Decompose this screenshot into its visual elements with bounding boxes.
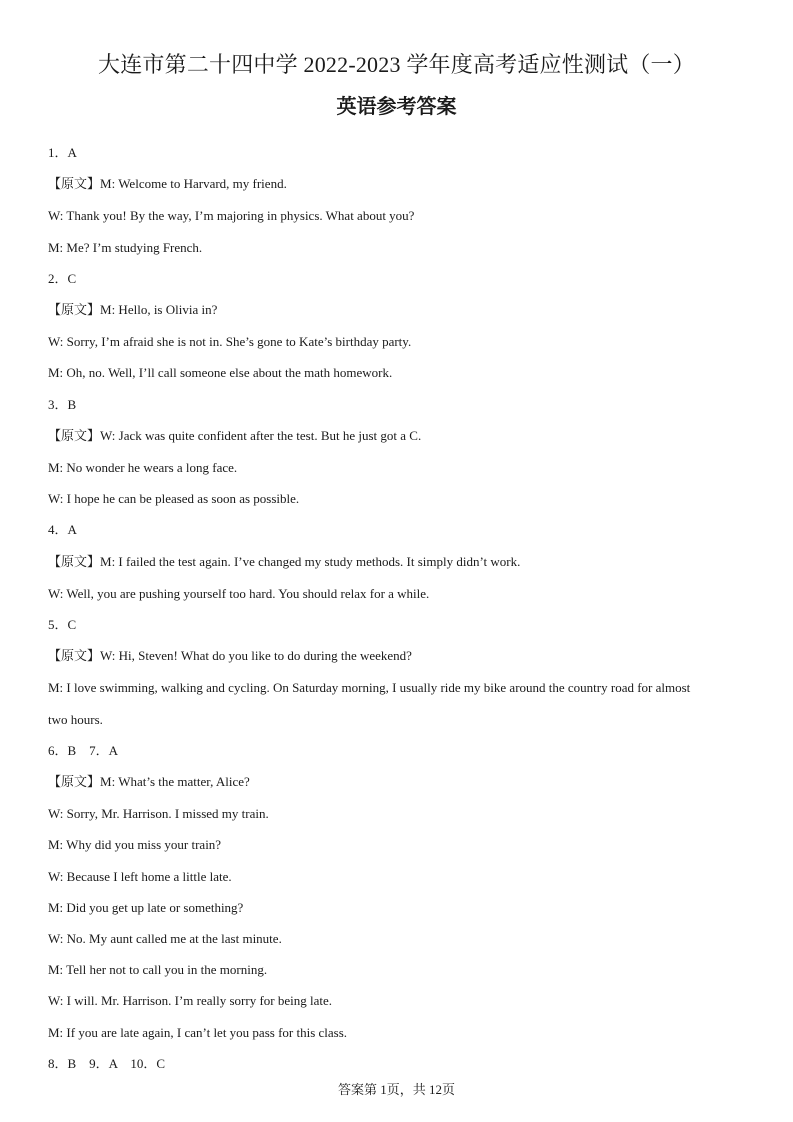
transcript-line: M: I love swimming, walking and cycling. On Saturday morning, I usually ride my bike around the country road for almost [48,680,691,696]
original-text-tag: 【原文】 [48,554,101,570]
original-text-tag: 【原文】 [48,649,101,665]
transcript-text: M: Hello, is Olivia in? [100,302,218,318]
transcript-text: W: Jack was quite confident after the test. But he just got a C. [100,427,422,443]
answer-key: 4．A [48,522,77,538]
transcript-line: W: I will. Mr. Harrison. I’m really sorry for being late. [48,993,332,1009]
transcript-text: M: Welcome to Harvard, my friend. [100,176,287,192]
transcript-line: W: Sorry, I’m afraid she is not in. She’s gone to Kate’s birthday party. [48,334,412,350]
transcript-line: W: I hope he can be pleased as soon as possible. [48,491,300,507]
original-text-tag: 【原文】 [48,775,101,791]
transcript-line: W: Sorry, Mr. Harrison. I missed my train. [48,806,269,822]
transcript-line: M: If you are late again, I can’t let you pass for this class. [48,1024,348,1040]
transcript-text: W: Hi, Steven! What do you like to do during the weekend? [100,648,412,664]
document-subtitle: 英语参考答案 [336,94,457,118]
answer-key: 5．C [48,617,77,633]
transcript-start-line [48,546,748,578]
original-text-tag: 【原文】 [48,428,101,444]
transcript-start-line [48,420,748,452]
transcript-start-line [48,294,748,326]
transcript-start-line [48,766,748,798]
transcript-line: M: No wonder he wears a long face. [48,460,238,476]
transcript-line: W: No. My aunt called me at the last minute. [48,931,282,947]
answer-key: 2．C [48,270,77,286]
transcript-line: M: Me? I’m studying French. [48,239,203,255]
original-text-tag: 【原文】 [48,303,101,319]
transcript-line: W: Because I left home a little late. [48,868,232,884]
answer-key: 3．B [48,396,77,412]
answer-content [48,137,748,1079]
transcript-line: M: Why did you miss your train? [48,837,222,853]
answer-key: 6．B 7．A [48,742,119,758]
transcript-line: two hours. [48,711,103,727]
answer-key: 1．A [48,145,77,160]
transcript-line: M: Oh, no. Well, I’ll call someone else about the math homework. [48,365,393,381]
transcript-line: M: Did you get up late or something? [48,899,244,915]
transcript-line: W: Thank you! By the way, I’m majoring in physics. What about you? [48,208,415,224]
answer-key: 8．B 9．A 10．C [48,1055,166,1071]
transcript-text: M: What’s the matter, Alice? [100,774,250,790]
transcript-start-line [48,168,748,200]
document-title: 大连市第二十四中学 2022-2023 学年度高考适应性测试（一） [98,52,695,77]
page-footer: 答案第 1页，共 12页 [337,1082,455,1097]
original-text-tag: 【原文】 [48,177,101,193]
transcript-start-line [48,640,748,672]
transcript-line: W: Well, you are pushing yourself too hard. You should relax for a while. [48,585,430,601]
transcript-line: M: Tell her not to call you in the morning. [48,962,268,978]
transcript-text: M: I failed the test again. I’ve changed my study methods. It simply didn’t work. [100,553,521,569]
